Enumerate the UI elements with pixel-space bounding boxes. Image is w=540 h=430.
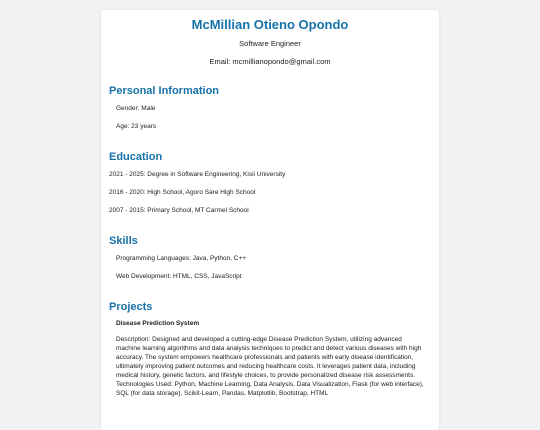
resume-email: Email: mcmillianopondo@gmail.com — [209, 57, 331, 66]
education-item: 2021 - 2025: Degree in Software Engineering, Kisii University — [109, 171, 286, 178]
personal-info-heading: Personal Information — [109, 85, 220, 97]
gender-text: Gender: Male — [116, 105, 156, 112]
project-description: Description: Designed and developed a cutting-edge Disease Prediction System, utilizing advanced machine learning algorithms and data analysis techniques to predict and detect various diseases with high accuracy. The system empowers healthcare professionals and patients with early disease identification, ultimately improving patient outcomes and reducing healthcare costs. It leverages patient data, including medical history, genetic factors, and lifestyle choices, to provide personalized disease risk assessments. Technologies Used: Python, Machine Learning, Data Analysis, Data Visualization, Flask (for web interface), SQL (for data storage), Scikit-Learn, Pandas, Matplotlib, Bootstrap, HTML — [116, 336, 424, 397]
education-item: 2016 - 2020: High School, Agoro Sare High School — [109, 189, 256, 196]
skills-heading: Skills — [109, 235, 138, 247]
education-heading: Education — [109, 151, 163, 163]
skill-item: Web Development: HTML, CSS, JavaScript — [116, 273, 242, 280]
resume-content — [101, 17, 439, 398]
skills-section — [109, 234, 431, 281]
project-title: Disease Prediction System — [116, 320, 200, 327]
skill-item: Programming Languages: Java, Python, C++ — [116, 255, 247, 262]
education-section — [109, 150, 431, 215]
age-text: Age: 23 years — [116, 123, 157, 130]
personal-info-section — [109, 84, 431, 131]
projects-section — [109, 300, 431, 398]
projects-heading: Projects — [109, 301, 153, 313]
education-item: 2007 - 2015: Primary School, MT Carmel School — [109, 207, 249, 214]
resume-name: McMillian Otieno Opondo — [191, 17, 349, 32]
resume-card — [101, 10, 439, 430]
resume-role: Software Engineer — [239, 39, 301, 48]
